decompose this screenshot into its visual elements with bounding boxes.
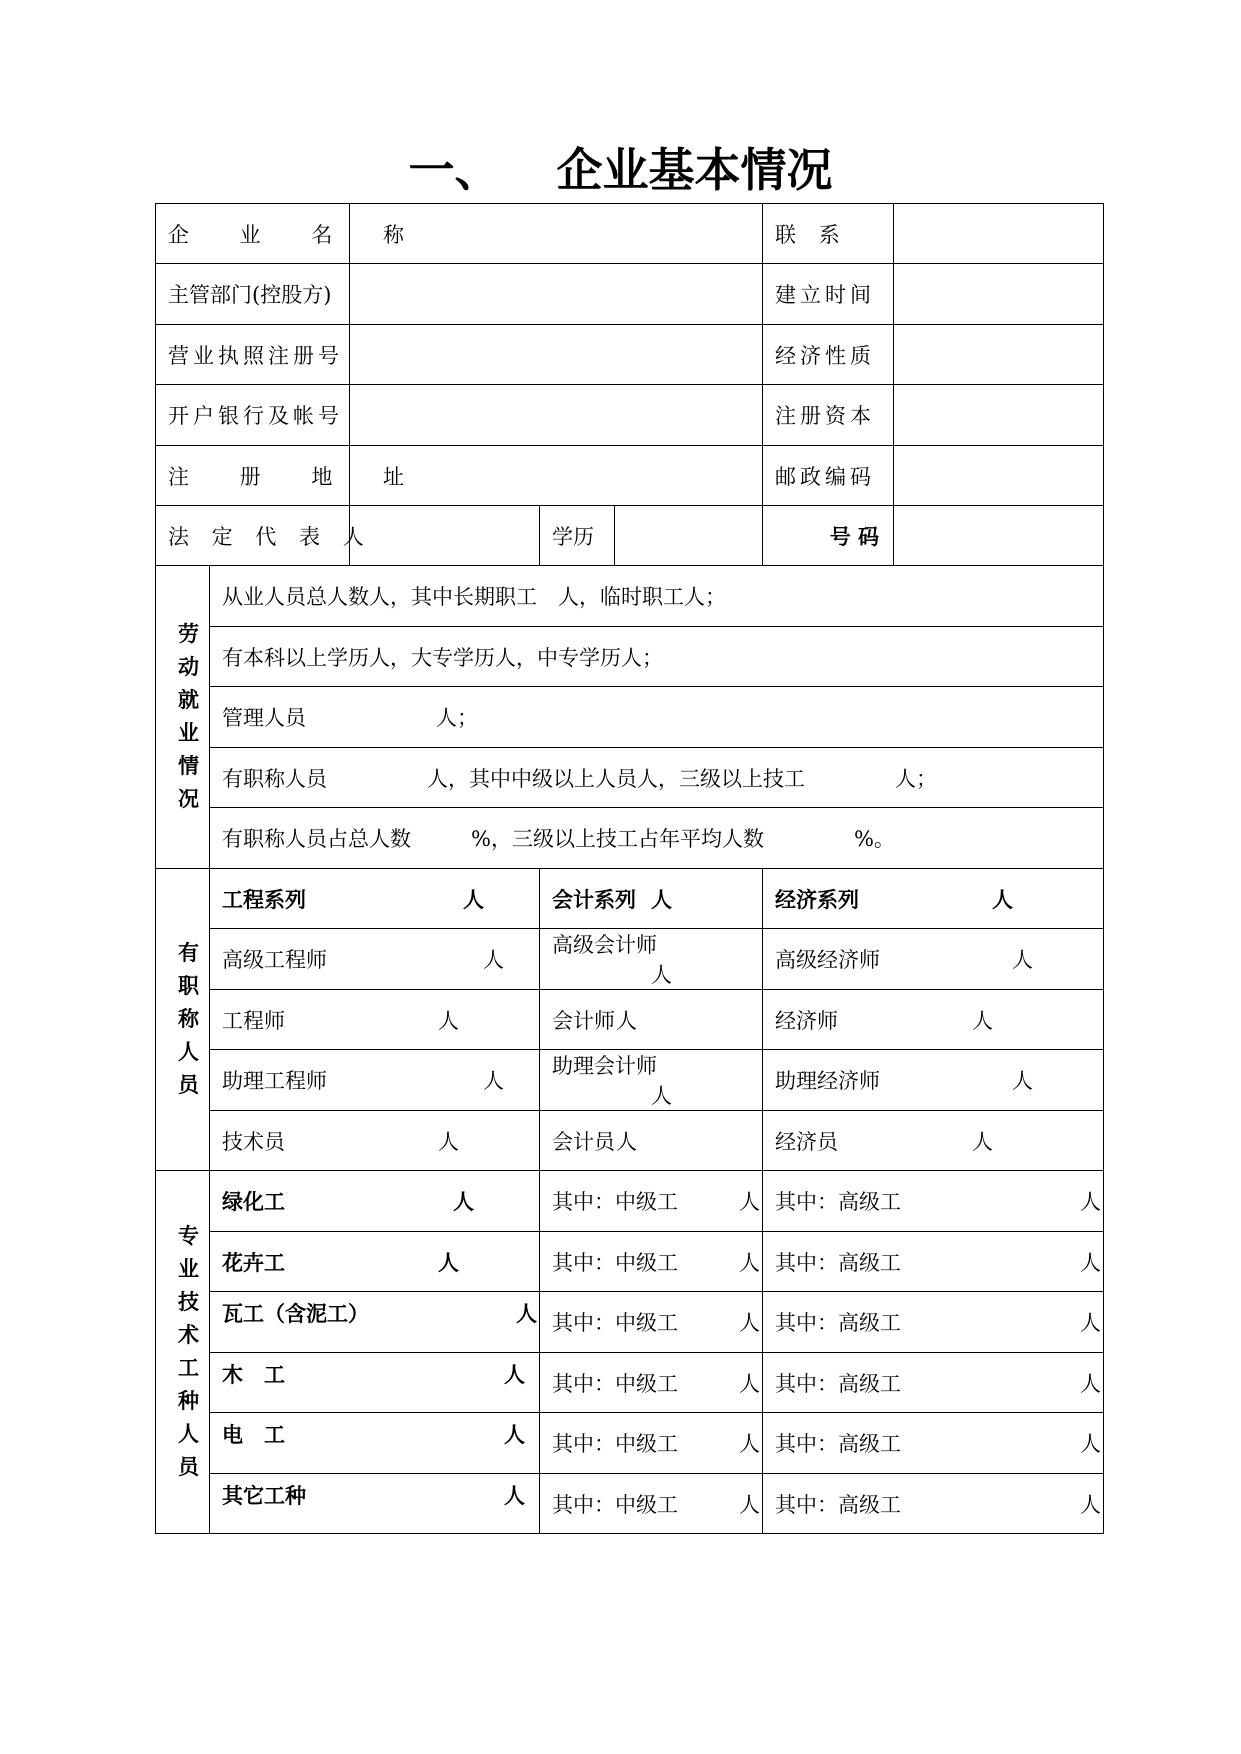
titled-cell[interactable] bbox=[210, 929, 540, 990]
unit-label: 人 bbox=[516, 1302, 537, 1326]
labor-line-5a: 有职称人员占总人数 bbox=[222, 827, 411, 851]
titled-label: 经济师 bbox=[775, 1008, 839, 1033]
labor-line-3b: 人； bbox=[436, 706, 478, 730]
label-address: 注 册 地 址 bbox=[156, 446, 350, 506]
title-text: 企业基本情况 bbox=[556, 143, 833, 197]
label-reg-capital: 注册资本 bbox=[763, 385, 894, 446]
high-level-cell[interactable] bbox=[763, 1353, 1104, 1413]
row-bank bbox=[156, 385, 1104, 446]
unit-label: 人 bbox=[504, 1484, 525, 1508]
labor-line-1[interactable]: 从业人员总人数人，其中长期职工 人，临时职工人； bbox=[210, 566, 1104, 627]
unit-label: 人 bbox=[992, 887, 1014, 912]
titled-row-2 bbox=[156, 990, 1104, 1050]
trade-label: 木 工 bbox=[222, 1363, 285, 1387]
mid-label: 其中：中级工 bbox=[552, 1311, 678, 1335]
trade-cell[interactable] bbox=[210, 1474, 540, 1534]
unit-label: 人 bbox=[651, 1084, 673, 1108]
field-license[interactable] bbox=[350, 325, 763, 385]
skilled-row-3 bbox=[156, 1353, 1104, 1413]
skilled-section-label bbox=[156, 1171, 210, 1534]
label-econ-nature: 经济性质 bbox=[763, 325, 894, 385]
labor-line-4[interactable] bbox=[210, 748, 1104, 808]
labor-line-4c: 人； bbox=[895, 766, 937, 791]
row-address bbox=[156, 446, 1104, 506]
trade-label: 瓦工（含泥工） bbox=[222, 1302, 369, 1326]
unit-label: 人 bbox=[1080, 1250, 1102, 1275]
labor-section-text: 劳动就业情况 bbox=[178, 622, 199, 811]
high-level-cell[interactable] bbox=[763, 1232, 1104, 1292]
unit-label: 人 bbox=[438, 1008, 459, 1033]
label-contact: 联 系 bbox=[763, 204, 894, 264]
titled-row-3 bbox=[156, 1050, 1104, 1111]
unit-label: 人 bbox=[1080, 1432, 1102, 1456]
titled-cell[interactable] bbox=[540, 990, 763, 1050]
label-license: 营业执照注册号 bbox=[156, 325, 350, 385]
unit-label: 人 bbox=[739, 1432, 761, 1456]
label-founded: 建立时间 bbox=[763, 264, 894, 325]
labor-line-3[interactable] bbox=[210, 687, 1104, 748]
label-postcode: 邮政编码 bbox=[763, 446, 894, 506]
titled-cell[interactable] bbox=[540, 1111, 763, 1171]
titled-row-0 bbox=[156, 869, 1104, 929]
mid-level-cell[interactable] bbox=[540, 1292, 763, 1353]
high-level-cell[interactable] bbox=[763, 1292, 1104, 1353]
titled-row-1 bbox=[156, 929, 1104, 990]
unit-label: 人 bbox=[438, 1129, 459, 1154]
titled-cell[interactable] bbox=[210, 990, 540, 1050]
unit-label: 人 bbox=[616, 1008, 638, 1033]
label-education: 学历 bbox=[540, 506, 615, 566]
trade-label: 花卉工 bbox=[222, 1250, 285, 1275]
unit-label: 人 bbox=[463, 887, 484, 912]
trade-label: 其它工种 bbox=[222, 1484, 306, 1508]
unit-label: 人 bbox=[972, 1008, 994, 1033]
mid-label: 其中：中级工 bbox=[552, 1492, 678, 1517]
label-company-name: 企 业 名 称 bbox=[156, 204, 350, 264]
unit-label: 人 bbox=[1080, 1492, 1102, 1517]
labor-row-4 bbox=[156, 748, 1104, 808]
page-title bbox=[0, 135, 1241, 205]
titled-label: 会计师 bbox=[552, 1008, 615, 1033]
skilled-row-0 bbox=[156, 1171, 1104, 1232]
trade-cell[interactable] bbox=[210, 1292, 540, 1353]
unit-label: 人 bbox=[739, 1250, 761, 1275]
field-education[interactable] bbox=[615, 506, 763, 566]
trade-cell[interactable] bbox=[210, 1232, 540, 1292]
label-bank: 开户银行及帐号 bbox=[156, 385, 350, 446]
mid-level-cell[interactable] bbox=[540, 1413, 763, 1474]
unit-label: 人 bbox=[616, 1129, 638, 1154]
titled-cell[interactable] bbox=[763, 869, 1104, 929]
trade-label: 电 工 bbox=[222, 1423, 285, 1447]
unit-label: 人 bbox=[651, 963, 673, 987]
labor-line-4b: 人，其中中级以上人员人，三级以上技工 bbox=[427, 766, 805, 791]
labor-line-3a: 管理人员 bbox=[222, 706, 306, 730]
labor-line-2[interactable]: 有本科以上学历人，大专学历人，中专学历人； bbox=[210, 627, 1104, 687]
skilled-row-2 bbox=[156, 1292, 1104, 1353]
titled-cell[interactable] bbox=[763, 929, 1104, 990]
unit-label: 人 bbox=[972, 1129, 994, 1154]
mid-label: 其中：中级工 bbox=[552, 1371, 678, 1396]
unit-label: 人 bbox=[739, 1190, 761, 1214]
row-dept bbox=[156, 264, 1104, 325]
unit-label: 人 bbox=[483, 948, 504, 972]
unit-label: 人 bbox=[651, 887, 673, 912]
labor-row-5 bbox=[156, 808, 1104, 869]
titled-cell[interactable] bbox=[763, 1111, 1104, 1171]
high-label: 其中：高级工 bbox=[775, 1371, 902, 1396]
row-license bbox=[156, 325, 1104, 385]
high-label: 其中：高级工 bbox=[775, 1432, 902, 1456]
titled-label: 助理经济师 bbox=[775, 1069, 881, 1093]
high-level-cell[interactable] bbox=[763, 1413, 1104, 1474]
titled-label: 经济系列 bbox=[775, 887, 860, 912]
titled-row-4 bbox=[156, 1111, 1104, 1171]
high-label: 其中：高级工 bbox=[775, 1311, 902, 1335]
field-reg-capital[interactable] bbox=[894, 385, 1104, 446]
labor-line-5b: %，三级以上技工占年平均人数 bbox=[471, 827, 764, 851]
titled-section-label bbox=[156, 869, 210, 1171]
labor-section-label bbox=[156, 566, 210, 869]
unit-label: 人 bbox=[1080, 1190, 1102, 1214]
unit-label: 人 bbox=[739, 1371, 761, 1396]
unit-label: 人 bbox=[453, 1190, 474, 1214]
row-company-name bbox=[156, 204, 1104, 264]
mid-level-cell[interactable] bbox=[540, 1232, 763, 1292]
labor-line-5c: %。 bbox=[853, 827, 895, 851]
field-bank[interactable] bbox=[350, 385, 763, 446]
title-number: 一、 bbox=[408, 143, 501, 197]
label-phone: 号 码 bbox=[763, 506, 894, 566]
trade-label: 绿化工 bbox=[222, 1190, 285, 1214]
field-legal-rep[interactable] bbox=[350, 506, 540, 566]
titled-label: 高级工程师 bbox=[222, 948, 327, 972]
titled-label: 会计系列 bbox=[552, 887, 636, 912]
unit-label: 人 bbox=[1080, 1311, 1102, 1335]
titled-label: 经济员 bbox=[775, 1129, 839, 1154]
titled-label: 工程系列 bbox=[222, 887, 306, 912]
field-phone[interactable] bbox=[894, 506, 1104, 566]
titled-label: 技术员 bbox=[222, 1129, 285, 1154]
mid-label: 其中：中级工 bbox=[552, 1250, 678, 1275]
skilled-row-1 bbox=[156, 1232, 1104, 1292]
field-econ-nature[interactable] bbox=[894, 325, 1104, 385]
titled-cell[interactable] bbox=[210, 1050, 540, 1111]
titled-label: 工程师 bbox=[222, 1008, 285, 1033]
titled-label: 高级经济师 bbox=[775, 948, 881, 972]
labor-row-1 bbox=[156, 566, 1104, 627]
field-postcode[interactable] bbox=[894, 446, 1104, 506]
titled-cell[interactable] bbox=[540, 869, 763, 929]
labor-row-3 bbox=[156, 687, 1104, 748]
titled-cell[interactable] bbox=[540, 1050, 763, 1111]
titled-label: 助理工程师 bbox=[222, 1069, 327, 1093]
high-level-cell[interactable] bbox=[763, 1171, 1104, 1232]
labor-row-2 bbox=[156, 627, 1104, 687]
mid-label: 其中：中级工 bbox=[552, 1432, 678, 1456]
high-label: 其中：高级工 bbox=[775, 1250, 902, 1275]
label-dept: 主管部门(控股方) bbox=[156, 264, 350, 325]
titled-cell[interactable] bbox=[763, 990, 1104, 1050]
unit-label: 人 bbox=[1012, 1069, 1034, 1093]
unit-label: 人 bbox=[504, 1423, 525, 1447]
titled-label: 会计员 bbox=[552, 1129, 615, 1154]
mid-level-cell[interactable] bbox=[540, 1474, 763, 1534]
titled-cell[interactable] bbox=[210, 1111, 540, 1171]
high-label: 其中：高级工 bbox=[775, 1190, 902, 1214]
trade-cell[interactable] bbox=[210, 1171, 540, 1232]
titled-cell[interactable] bbox=[540, 929, 763, 990]
field-contact[interactable] bbox=[894, 204, 1104, 264]
unit-label: 人 bbox=[504, 1363, 525, 1387]
row-legal-rep bbox=[156, 506, 1104, 566]
titled-label: 助理会计师 bbox=[552, 1054, 657, 1078]
titled-section-text: 有职称人员 bbox=[178, 941, 199, 1097]
skilled-row-4 bbox=[156, 1413, 1104, 1474]
unit-label: 人 bbox=[739, 1492, 761, 1517]
field-founded[interactable] bbox=[894, 264, 1104, 325]
high-level-cell[interactable] bbox=[763, 1474, 1104, 1534]
company-info-table bbox=[155, 203, 1104, 1534]
field-dept[interactable] bbox=[350, 264, 763, 325]
trade-cell[interactable] bbox=[210, 1353, 540, 1413]
skilled-section-text: 专业技术工种人员 bbox=[178, 1224, 199, 1479]
trade-cell[interactable] bbox=[210, 1413, 540, 1474]
unit-label: 人 bbox=[1080, 1371, 1102, 1396]
high-label: 其中：高级工 bbox=[775, 1492, 902, 1517]
mid-level-cell[interactable] bbox=[540, 1171, 763, 1232]
skilled-row-5 bbox=[156, 1474, 1104, 1534]
unit-label: 人 bbox=[1012, 948, 1034, 972]
labor-line-5[interactable] bbox=[210, 808, 1104, 869]
mid-level-cell[interactable] bbox=[540, 1353, 763, 1413]
mid-label: 其中：中级工 bbox=[552, 1190, 678, 1214]
labor-line-4a: 有职称人员 bbox=[222, 766, 327, 791]
titled-cell[interactable] bbox=[210, 869, 540, 929]
titled-cell[interactable] bbox=[763, 1050, 1104, 1111]
unit-label: 人 bbox=[438, 1250, 459, 1275]
unit-label: 人 bbox=[483, 1069, 504, 1093]
unit-label: 人 bbox=[739, 1311, 761, 1335]
titled-label: 高级会计师 bbox=[552, 933, 657, 957]
label-legal-rep: 法 定 代 表 人 bbox=[156, 506, 350, 566]
